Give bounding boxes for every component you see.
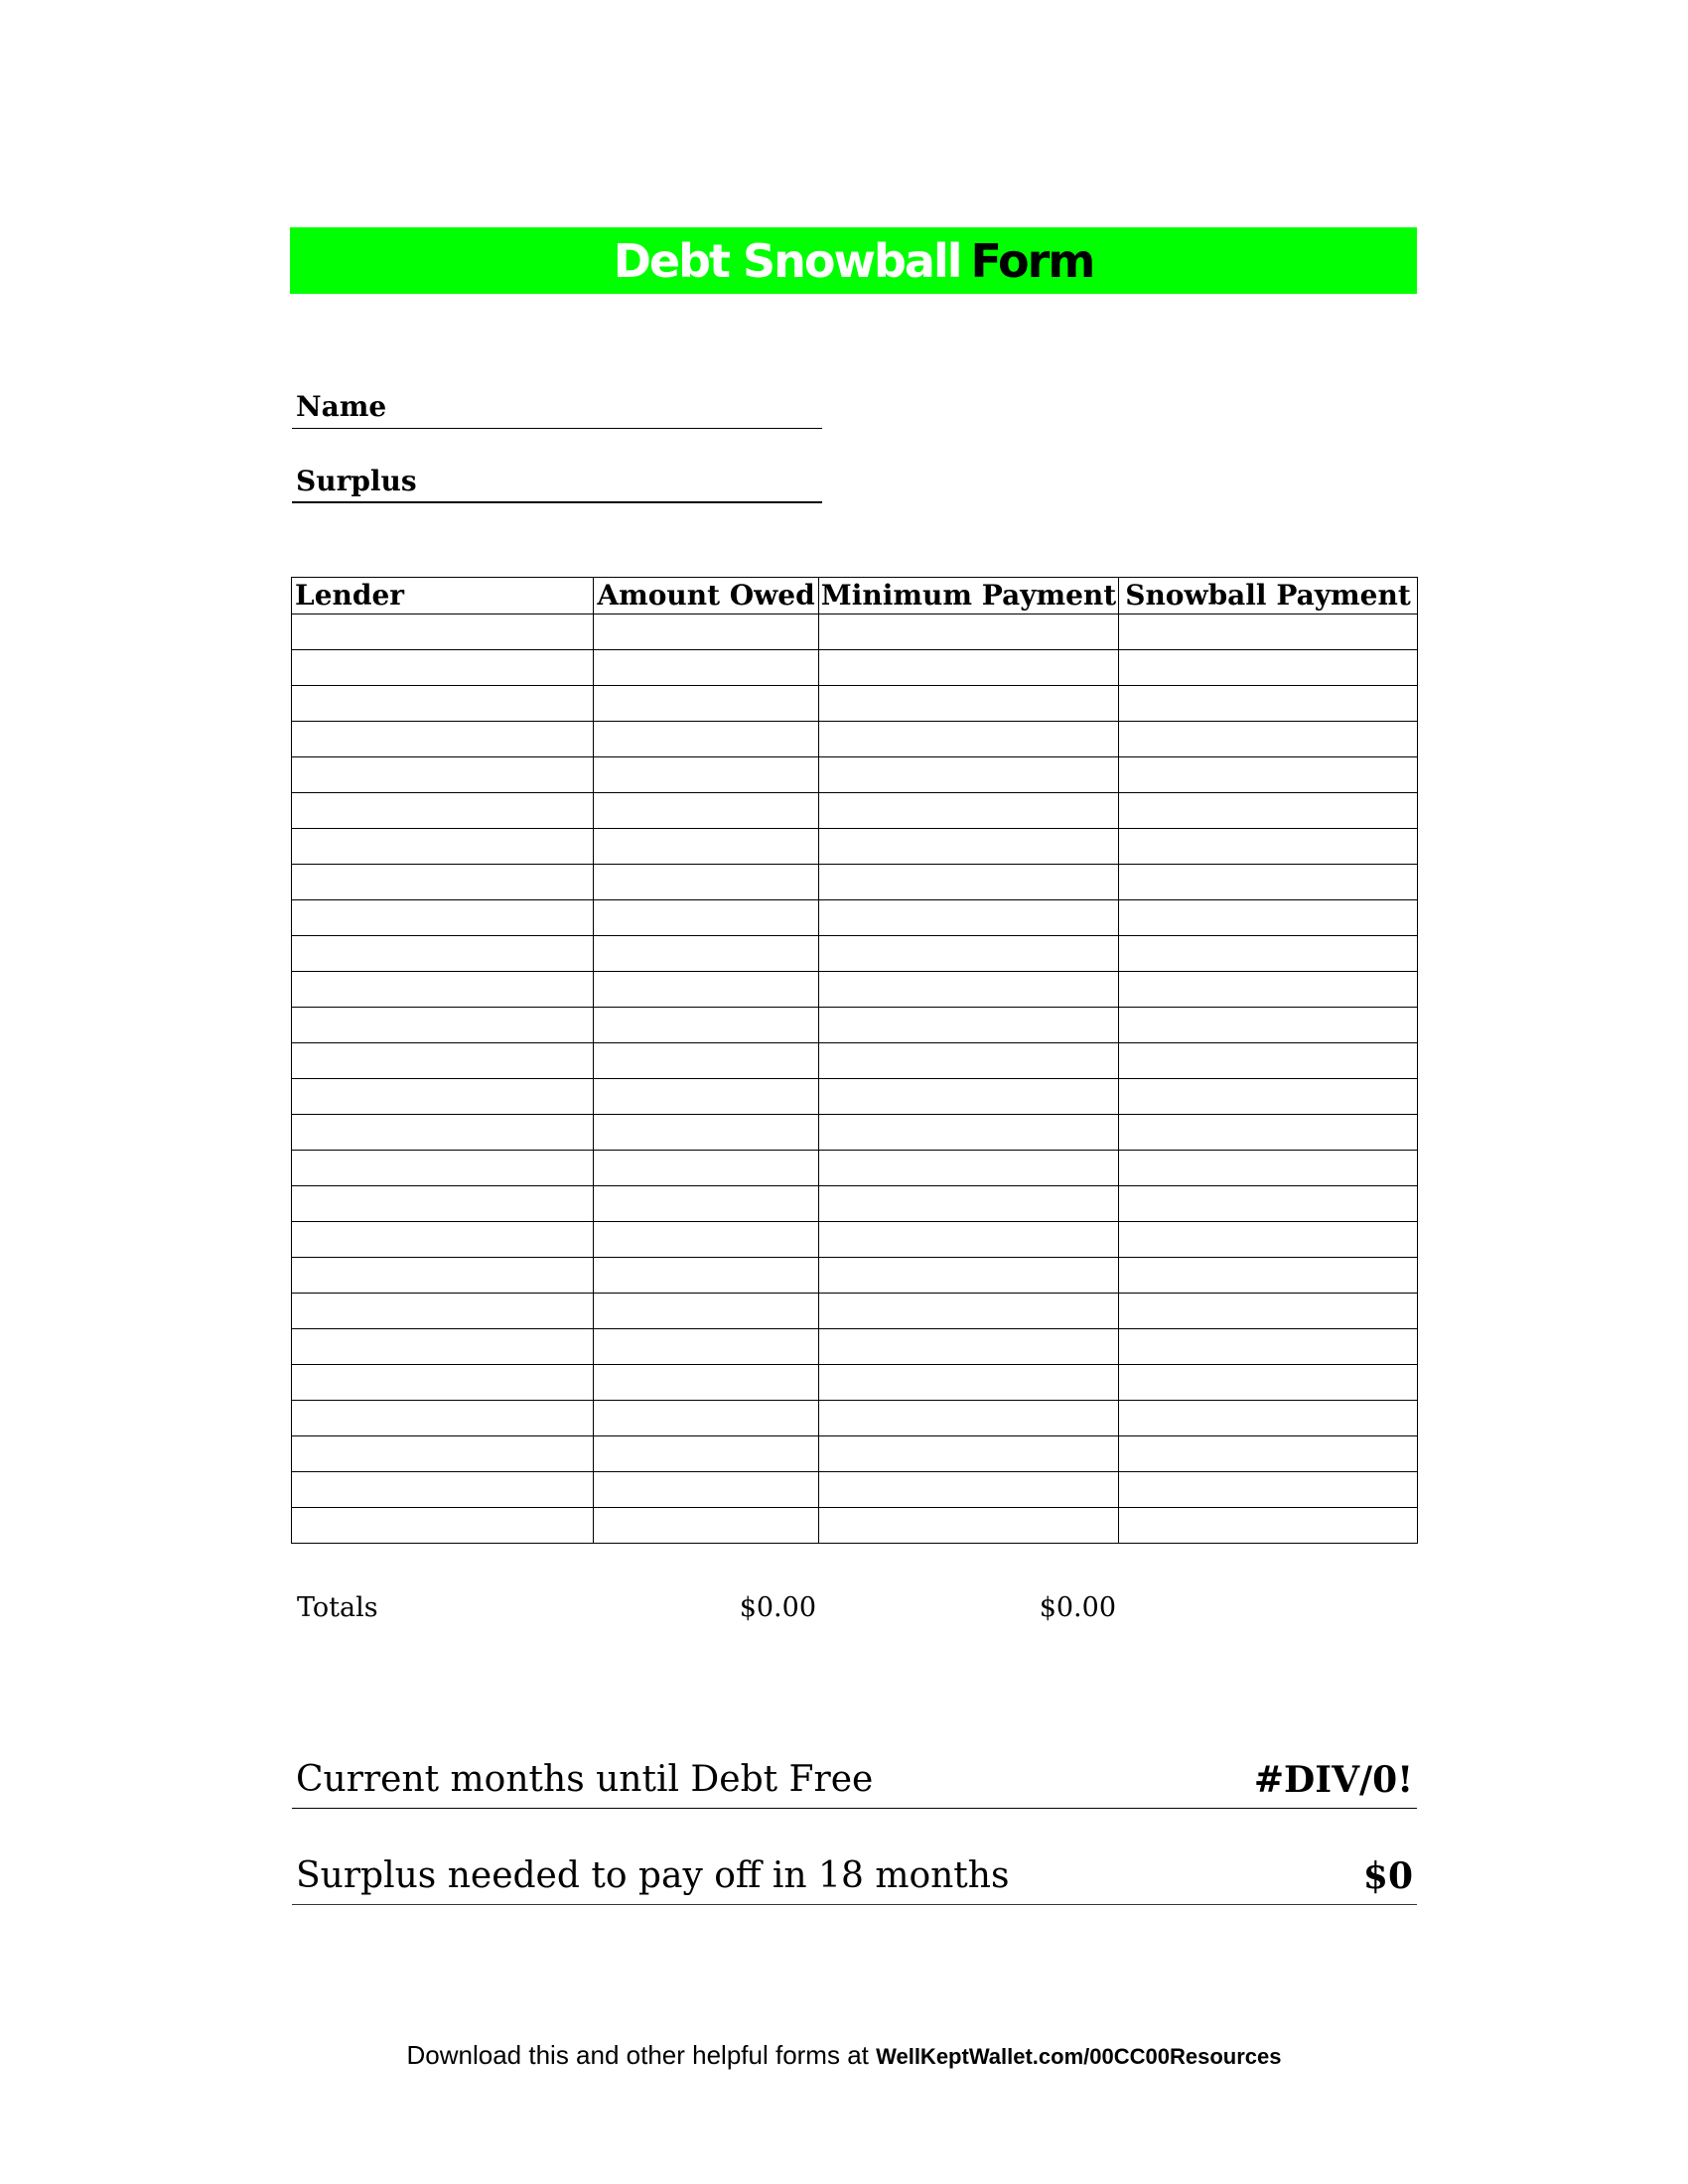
table-row bbox=[292, 1472, 1418, 1508]
header-lender: Lender bbox=[292, 578, 594, 614]
table-row bbox=[292, 757, 1418, 793]
table-cell[interactable] bbox=[1119, 1329, 1418, 1365]
table-cell[interactable] bbox=[594, 865, 819, 900]
table-cell[interactable] bbox=[594, 722, 819, 757]
table-cell[interactable] bbox=[1119, 1186, 1418, 1222]
surplus-needed-row bbox=[292, 1845, 1417, 1905]
table-cell[interactable] bbox=[1119, 1436, 1418, 1472]
table-cell[interactable] bbox=[594, 686, 819, 722]
table-cell[interactable] bbox=[594, 936, 819, 972]
table-row bbox=[292, 1329, 1418, 1365]
table-row bbox=[292, 1365, 1418, 1401]
table-cell[interactable] bbox=[819, 722, 1119, 757]
table-row bbox=[292, 1079, 1418, 1115]
table-cell[interactable] bbox=[1119, 1294, 1418, 1329]
table-cell[interactable] bbox=[292, 1151, 594, 1186]
totals-row bbox=[291, 1590, 1417, 1626]
table-cell[interactable] bbox=[1119, 1401, 1418, 1436]
table-cell[interactable] bbox=[819, 793, 1119, 829]
table-cell[interactable] bbox=[1119, 686, 1418, 722]
debt-table bbox=[291, 577, 1418, 1544]
months-until-debt-free-row bbox=[292, 1749, 1417, 1809]
table-cell[interactable] bbox=[594, 793, 819, 829]
header-minimum-payment: Minimum Payment bbox=[819, 578, 1119, 614]
table-cell[interactable] bbox=[292, 614, 594, 650]
table-cell[interactable] bbox=[594, 829, 819, 865]
table-cell[interactable] bbox=[292, 650, 594, 686]
table-cell[interactable] bbox=[292, 1472, 594, 1508]
table-cell[interactable] bbox=[594, 1401, 819, 1436]
title-part-2: Form bbox=[970, 233, 1094, 288]
table-cell[interactable] bbox=[1119, 793, 1418, 829]
table-cell[interactable] bbox=[292, 1186, 594, 1222]
table-row bbox=[292, 614, 1418, 650]
table-cell[interactable] bbox=[819, 1508, 1119, 1544]
table-cell[interactable] bbox=[819, 829, 1119, 865]
table-cell[interactable] bbox=[292, 1436, 594, 1472]
table-row bbox=[292, 793, 1418, 829]
table-cell[interactable] bbox=[819, 1436, 1119, 1472]
table-cell[interactable] bbox=[1119, 1151, 1418, 1186]
table-cell[interactable] bbox=[292, 972, 594, 1008]
table-row bbox=[292, 650, 1418, 686]
total-amount-owed: $0.00 bbox=[739, 1592, 816, 1623]
total-minimum-payment: $0.00 bbox=[1039, 1592, 1116, 1623]
table-row bbox=[292, 1043, 1418, 1079]
table-cell[interactable] bbox=[819, 1008, 1119, 1043]
table-cell[interactable] bbox=[819, 1472, 1119, 1508]
footer-note bbox=[0, 2040, 1688, 2071]
surplus-needed-label: Surplus needed to pay off in 18 months bbox=[296, 1855, 1010, 1896]
table-cell[interactable] bbox=[1119, 900, 1418, 936]
header-amount-owed: Amount Owed bbox=[594, 578, 819, 614]
table-cell[interactable] bbox=[819, 1222, 1119, 1258]
table-cell[interactable] bbox=[292, 1043, 594, 1079]
table-cell[interactable] bbox=[819, 1186, 1119, 1222]
table-cell[interactable] bbox=[819, 1365, 1119, 1401]
months-label: Current months until Debt Free bbox=[296, 1759, 874, 1800]
table-cell[interactable] bbox=[819, 900, 1119, 936]
table-cell[interactable] bbox=[594, 1329, 819, 1365]
table-cell[interactable] bbox=[594, 1079, 819, 1115]
table-cell[interactable] bbox=[1119, 1008, 1418, 1043]
table-cell[interactable] bbox=[292, 686, 594, 722]
table-cell[interactable] bbox=[292, 1401, 594, 1436]
table-cell[interactable] bbox=[1119, 650, 1418, 686]
table-cell[interactable] bbox=[819, 936, 1119, 972]
table-cell[interactable] bbox=[292, 865, 594, 900]
table-cell[interactable] bbox=[1119, 1508, 1418, 1544]
table-cell[interactable] bbox=[594, 1365, 819, 1401]
table-row bbox=[292, 1151, 1418, 1186]
name-field[interactable] bbox=[292, 387, 822, 429]
table-cell[interactable] bbox=[819, 650, 1119, 686]
table-cell[interactable] bbox=[819, 1079, 1119, 1115]
table-header-row bbox=[292, 578, 1418, 614]
table-cell[interactable] bbox=[594, 1115, 819, 1151]
table-cell[interactable] bbox=[819, 1401, 1119, 1436]
table-row bbox=[292, 722, 1418, 757]
table-cell[interactable] bbox=[819, 614, 1119, 650]
table-row bbox=[292, 1436, 1418, 1472]
table-cell[interactable] bbox=[819, 1043, 1119, 1079]
name-label: Name bbox=[296, 390, 387, 423]
table-cell[interactable] bbox=[1119, 1115, 1418, 1151]
table-cell[interactable] bbox=[292, 900, 594, 936]
table-cell[interactable] bbox=[292, 829, 594, 865]
table-cell[interactable] bbox=[594, 1436, 819, 1472]
table-cell[interactable] bbox=[292, 1294, 594, 1329]
surplus-needed-value: $0 bbox=[1362, 1855, 1413, 1897]
footer-text: Download this and other helpful forms at bbox=[406, 2040, 877, 2070]
table-cell[interactable] bbox=[1119, 757, 1418, 793]
table-cell[interactable] bbox=[594, 757, 819, 793]
table-cell[interactable] bbox=[1119, 865, 1418, 900]
table-cell[interactable] bbox=[594, 1472, 819, 1508]
table-cell[interactable] bbox=[1119, 1043, 1418, 1079]
table-cell[interactable] bbox=[1119, 722, 1418, 757]
table-cell[interactable] bbox=[819, 686, 1119, 722]
table-cell[interactable] bbox=[292, 1079, 594, 1115]
table-cell[interactable] bbox=[594, 1508, 819, 1544]
table-cell[interactable] bbox=[594, 1008, 819, 1043]
table-cell[interactable] bbox=[594, 900, 819, 936]
months-value: #DIV/0! bbox=[1253, 1759, 1413, 1801]
table-cell[interactable] bbox=[292, 1508, 594, 1544]
table-row bbox=[292, 900, 1418, 936]
table-row bbox=[292, 829, 1418, 865]
table-cell[interactable] bbox=[1119, 1222, 1418, 1258]
table-row bbox=[292, 1508, 1418, 1544]
surplus-label: Surplus bbox=[296, 465, 417, 497]
table-row bbox=[292, 686, 1418, 722]
surplus-field[interactable] bbox=[292, 462, 822, 503]
title-part-1: Debt Snowball bbox=[613, 233, 961, 288]
table-cell[interactable] bbox=[1119, 972, 1418, 1008]
table-cell[interactable] bbox=[819, 1151, 1119, 1186]
table-row bbox=[292, 1401, 1418, 1436]
table-cell[interactable] bbox=[594, 1258, 819, 1294]
table-cell[interactable] bbox=[819, 757, 1119, 793]
table-row bbox=[292, 1008, 1418, 1043]
table-cell[interactable] bbox=[594, 1151, 819, 1186]
table-cell[interactable] bbox=[292, 722, 594, 757]
table-cell[interactable] bbox=[1119, 1258, 1418, 1294]
table-cell[interactable] bbox=[819, 1258, 1119, 1294]
table-cell[interactable] bbox=[1119, 1365, 1418, 1401]
table-cell[interactable] bbox=[594, 1043, 819, 1079]
table-cell[interactable] bbox=[594, 972, 819, 1008]
table-cell[interactable] bbox=[292, 757, 594, 793]
table-cell[interactable] bbox=[819, 1115, 1119, 1151]
header-snowball-payment: Snowball Payment bbox=[1119, 578, 1418, 614]
table-cell[interactable] bbox=[1119, 1079, 1418, 1115]
table-row bbox=[292, 1222, 1418, 1258]
table-row bbox=[292, 1186, 1418, 1222]
table-cell[interactable] bbox=[292, 1258, 594, 1294]
table-row bbox=[292, 1258, 1418, 1294]
table-cell[interactable] bbox=[1119, 614, 1418, 650]
table-row bbox=[292, 865, 1418, 900]
table-cell[interactable] bbox=[1119, 829, 1418, 865]
table-row bbox=[292, 936, 1418, 972]
table-cell[interactable] bbox=[292, 1222, 594, 1258]
table-cell[interactable] bbox=[292, 1329, 594, 1365]
table-cell[interactable] bbox=[594, 1222, 819, 1258]
table-cell[interactable] bbox=[819, 1294, 1119, 1329]
table-row bbox=[292, 972, 1418, 1008]
table-cell[interactable] bbox=[594, 1294, 819, 1329]
table-cell[interactable] bbox=[292, 793, 594, 829]
table-row bbox=[292, 1294, 1418, 1329]
table-cell[interactable] bbox=[819, 972, 1119, 1008]
table-cell[interactable] bbox=[1119, 1472, 1418, 1508]
totals-label: Totals bbox=[297, 1592, 378, 1623]
table-cell[interactable] bbox=[292, 1115, 594, 1151]
footer-link[interactable]: WellKeptWallet.com/00CC00Resources bbox=[876, 2044, 1282, 2069]
table-cell[interactable] bbox=[819, 1329, 1119, 1365]
table-cell[interactable] bbox=[1119, 936, 1418, 972]
table-cell[interactable] bbox=[292, 936, 594, 972]
table-cell[interactable] bbox=[819, 865, 1119, 900]
table-cell[interactable] bbox=[292, 1008, 594, 1043]
table-cell[interactable] bbox=[292, 1365, 594, 1401]
table-row bbox=[292, 1115, 1418, 1151]
table-cell[interactable] bbox=[594, 614, 819, 650]
form-title-banner bbox=[290, 227, 1417, 294]
table-body bbox=[292, 614, 1418, 1544]
table-cell[interactable] bbox=[594, 1186, 819, 1222]
table-cell[interactable] bbox=[594, 650, 819, 686]
